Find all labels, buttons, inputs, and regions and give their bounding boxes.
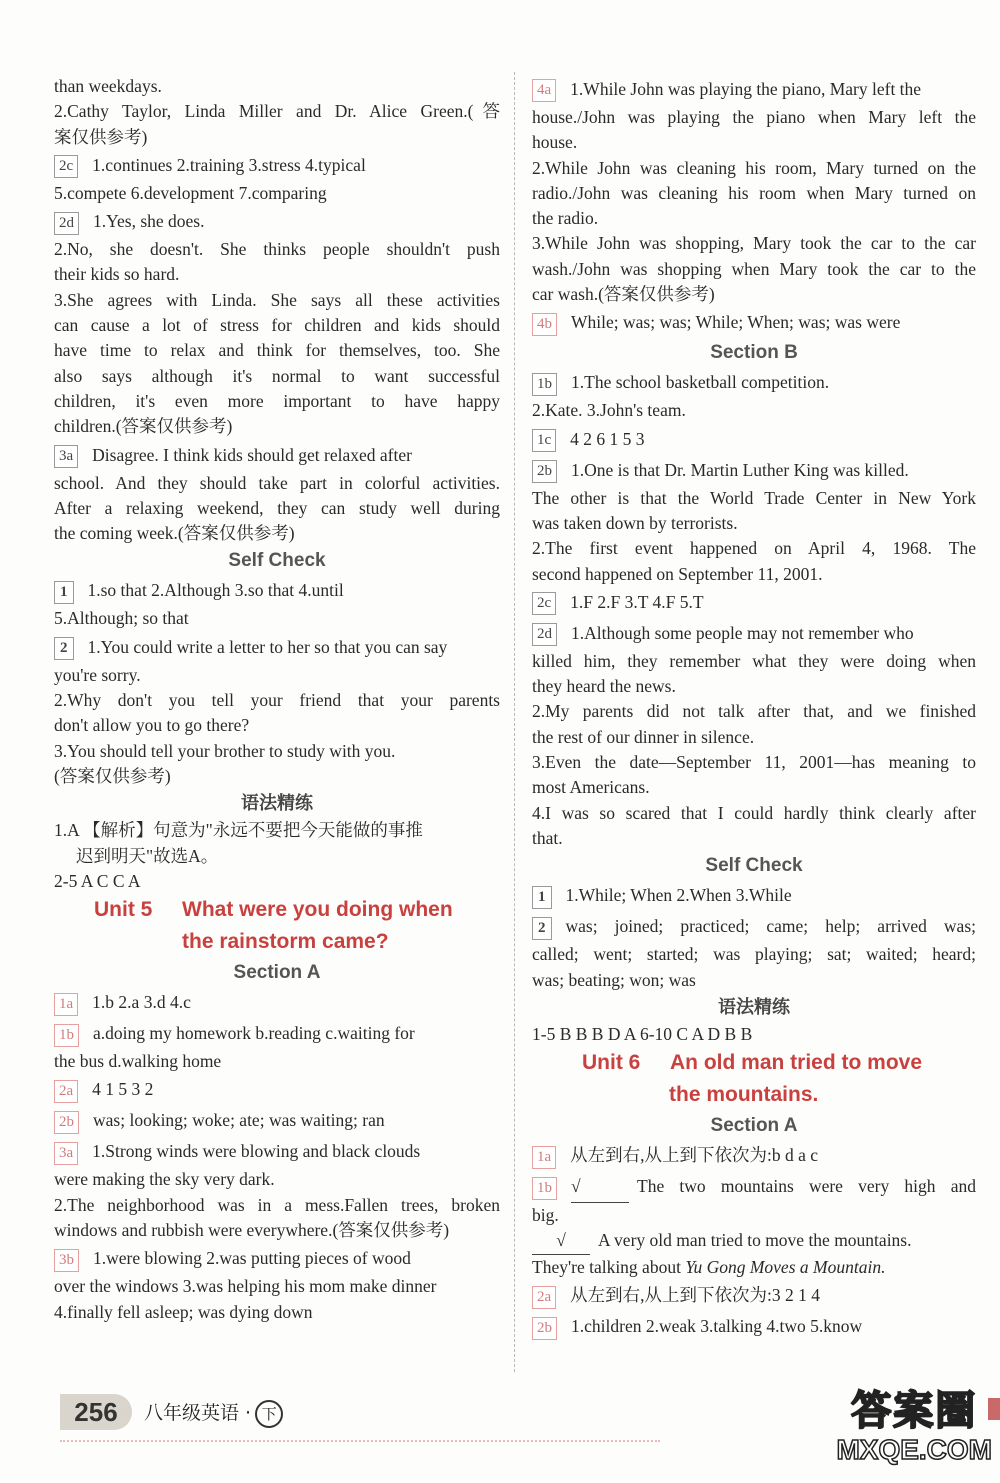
answer-line: the coming week.(答案仅供参考) bbox=[54, 523, 295, 544]
exercise-tag: 2 bbox=[54, 637, 74, 660]
answer-line: 2d 1.Although some people may not remember who bbox=[532, 618, 976, 649]
exercise-tag: 3a bbox=[54, 1142, 78, 1165]
answer-line: 2b was; looking; woke; ate; was waiting; ran bbox=[54, 1105, 500, 1136]
answer-line: 1b a.doing my homework b.reading c.waiting for bbox=[54, 1018, 500, 1049]
answer-line: (答案仅供参考) bbox=[54, 765, 171, 786]
exercise-tag: 3b bbox=[54, 1249, 79, 1272]
answer-line: The other is that the World Trade Center in New York bbox=[532, 487, 976, 508]
answer-line: killed him, they remember what they were doing when bbox=[532, 650, 976, 671]
watermark-logo bbox=[836, 1388, 992, 1466]
answer-line: car wash.(答案仅供参考) bbox=[532, 284, 715, 305]
answer-line: 1a 1.b 2.a 3.d 4.c bbox=[54, 987, 500, 1018]
exercise-tag: 1 bbox=[54, 581, 74, 604]
answer-line: 案仅供参考) bbox=[54, 126, 148, 147]
answer-line: house. bbox=[532, 132, 578, 153]
volume-icon: 下 bbox=[255, 1400, 283, 1428]
exercise-tag: 2b bbox=[54, 1111, 79, 1134]
answer-line: 2 was; joined; practiced; came; help; arrived was; bbox=[532, 911, 976, 942]
exercise-tag: 2d bbox=[54, 212, 79, 235]
exercise-tag: 1a bbox=[54, 993, 78, 1016]
answer-line: called; went; started; was playing; sat; waited; heard; bbox=[532, 944, 976, 965]
answer-line: 1.A 【解析】句意为"永远不要把今天能做的事推 bbox=[54, 820, 423, 841]
unit-title: Unit 5 What were you doing when bbox=[94, 898, 453, 922]
section-heading: Section B bbox=[710, 342, 798, 364]
check-mark: √ bbox=[571, 1171, 629, 1203]
watermark-text: 答案圈 bbox=[851, 1388, 978, 1434]
exercise-tag: 2a bbox=[532, 1286, 556, 1309]
answer-line: 2.The first event happened on April 4, 1968. The bbox=[532, 538, 976, 559]
answer-line: children, it's even more important to have happy bbox=[54, 390, 500, 411]
answer-line: 2.Why don't you tell your friend that your parents bbox=[54, 690, 500, 711]
answer-line: have time to relax and think for themselves, too. She bbox=[54, 340, 500, 361]
answer-line: 1c 4 2 6 1 5 3 bbox=[532, 424, 976, 455]
answer-line: 2.Cathy Taylor, Linda Miller and Dr. Alice Green.(答 bbox=[54, 101, 500, 122]
answer-line: 2c 1.F 2.F 3.T 4.F 5.T bbox=[532, 587, 976, 618]
answer-line: 2a 4 1 5 3 2 bbox=[54, 1074, 500, 1105]
answer-line: was; beating; won; was bbox=[532, 969, 696, 990]
answer-line: children.(答案仅供参考) bbox=[54, 416, 233, 437]
exercise-tag: 1a bbox=[532, 1146, 556, 1169]
answer-line: 4.finally fell asleep; was dying down bbox=[54, 1301, 313, 1322]
answer-line: 迟到明天"故选A。 bbox=[76, 845, 219, 866]
left-column bbox=[54, 74, 500, 1325]
answer-line: 3a 1.Strong winds were blowing and black clouds bbox=[54, 1136, 500, 1167]
grammar-heading: 语法精练 bbox=[241, 793, 313, 815]
exercise-tag: 2a bbox=[54, 1080, 78, 1103]
check-mark: √ bbox=[532, 1228, 590, 1254]
answer-line: that. bbox=[532, 827, 563, 848]
answer-line: 2b 1.children 2.weak 3.talking 4.two 5.know bbox=[532, 1311, 976, 1342]
section-heading: Section A bbox=[233, 962, 321, 984]
answer-line: 1-5 B B B D A 6-10 C A D B B bbox=[532, 1023, 753, 1044]
self-check-heading: Self Check bbox=[228, 550, 326, 572]
answer-line: most Americans. bbox=[532, 777, 650, 798]
answer-line: big. bbox=[532, 1205, 559, 1226]
answer-line: 2b 1.One is that Dr. Martin Luther King was killed. bbox=[532, 455, 976, 486]
answer-line: They're talking about Yu Gong Moves a Mountain. bbox=[532, 1256, 886, 1277]
answer-line: 1b 1.The school basketball competition. bbox=[532, 367, 976, 398]
answer-line: 2d 1.Yes, she does. bbox=[54, 206, 500, 237]
answer-line: their kids so hard. bbox=[54, 264, 180, 285]
section-heading: Section A bbox=[710, 1115, 798, 1137]
answer-line: 1 1.so that 2.Although 3.so that 4.until bbox=[54, 575, 500, 606]
book-title: 八年级英语 · 下 bbox=[144, 1398, 283, 1428]
answer-line: 1b √ The two mountains were very high and bbox=[532, 1171, 976, 1203]
exercise-tag: 4b bbox=[532, 313, 557, 336]
answer-line: 2 1.You could write a letter to her so that you can say bbox=[54, 632, 500, 663]
answer-line: √ A very old man tried to move the mountains. bbox=[532, 1228, 976, 1254]
answer-line: 5.compete 6.development 7.comparing bbox=[54, 182, 327, 203]
answer-line: 3.While John was shopping, Mary took the car to the car bbox=[532, 233, 976, 254]
exercise-tag: 1c bbox=[532, 429, 556, 452]
answer-line: 5.Although; so that bbox=[54, 608, 189, 629]
story-title: Yu Gong Moves a Mountain. bbox=[685, 1256, 886, 1277]
answer-line: 3b 1.were blowing 2.was putting pieces of wood bbox=[54, 1243, 500, 1274]
answer-line: 2-5 A C C A bbox=[54, 870, 141, 891]
answer-line: 4b While; was; was; While; When; was; was were bbox=[532, 307, 976, 338]
answer-line: 4a 1.While John was playing the piano, Mary left the bbox=[532, 74, 976, 105]
page-number: 256 bbox=[60, 1394, 132, 1430]
right-column bbox=[532, 74, 976, 1342]
self-check-heading: Self Check bbox=[705, 855, 803, 877]
answer-line: the bus d.walking home bbox=[54, 1051, 222, 1072]
answer-line: were making the sky very dark. bbox=[54, 1169, 275, 1190]
unit-title-cont: the mountains. bbox=[669, 1083, 819, 1107]
answer-line: 2c 1.continues 2.training 3.stress 4.typical bbox=[54, 150, 500, 181]
answer-line: don't allow you to go there? bbox=[54, 715, 250, 736]
answer-line: you're sorry. bbox=[54, 664, 141, 685]
exercise-tag: 3a bbox=[54, 445, 78, 468]
answer-line: 3.Even the date—September 11, 2001—has meaning to bbox=[532, 752, 976, 773]
answer-line: radio./John was cleaning his room when Mary turned on bbox=[532, 182, 976, 203]
exercise-tag: 1b bbox=[532, 373, 557, 396]
answer-line: 3.She agrees with Linda. She says all these activities bbox=[54, 289, 500, 310]
exercise-tag: 2b bbox=[532, 460, 557, 483]
exercise-tag: 2b bbox=[532, 1317, 557, 1340]
answer-line: windows and rubbish were everywhere.(答案仅供参考) bbox=[54, 1220, 450, 1241]
answer-line: 3.You should tell your brother to study with you. bbox=[54, 740, 396, 761]
exercise-tag: 2c bbox=[54, 155, 78, 178]
answer-line: house./John was playing the piano when Mary left the bbox=[532, 107, 976, 127]
answer-line: 2.The neighborhood was in a mess.Fallen trees, broken bbox=[54, 1194, 500, 1215]
exercise-tag: 4a bbox=[532, 79, 556, 102]
exercise-tag: 2c bbox=[532, 592, 556, 615]
answer-line: wash./John was shopping when Mary took the car to the bbox=[532, 258, 976, 279]
answer-line: 1 1.While; When 2.When 3.While bbox=[532, 880, 976, 911]
exercise-tag: 1b bbox=[532, 1177, 557, 1200]
answer-line: 2.My parents did not talk after that, and we finished bbox=[532, 701, 976, 722]
answer-line: school. And they should take part in colorful activities. bbox=[54, 472, 500, 493]
answer-line: the rest of our dinner in silence. bbox=[532, 726, 755, 747]
answer-line: 2a 从左到右,从上到下依次为:3 2 1 4 bbox=[532, 1280, 976, 1311]
answer-line: 2.Kate. 3.John's team. bbox=[532, 400, 686, 421]
answer-line: 1a 从左到右,从上到下依次为:b d a c bbox=[532, 1140, 976, 1171]
column-divider bbox=[514, 72, 515, 1372]
unit-title-cont: the rainstorm came? bbox=[182, 930, 389, 954]
answer-line: second happened on September 11, 2001. bbox=[532, 563, 823, 584]
answer-line: than weekdays. bbox=[54, 76, 162, 96]
unit-title: Unit 6 An old man tried to move bbox=[582, 1051, 923, 1075]
exercise-tag: 1 bbox=[532, 886, 552, 909]
answer-line: 2.While John was cleaning his room, Mary turned on the bbox=[532, 157, 976, 178]
exercise-tag: 2 bbox=[532, 917, 552, 940]
watermark-url: MXQE.COM bbox=[836, 1434, 992, 1465]
answer-line: was taken down by terrorists. bbox=[532, 512, 738, 533]
answer-line: 3a Disagree. I think kids should get relaxed after bbox=[54, 440, 500, 471]
answer-line: also says although it's normal to want successful bbox=[54, 365, 500, 386]
answer-line: the radio. bbox=[532, 208, 599, 229]
answer-line: After a relaxing weekend, they can study well during bbox=[54, 497, 500, 518]
answer-line: over the windows 3.was helping his mom make dinner bbox=[54, 1276, 437, 1297]
answer-line: can cause a lot of stress for children and kids should bbox=[54, 315, 500, 336]
answer-line: 4.I was so scared that I could hardly think clearly after bbox=[532, 802, 976, 823]
grammar-heading: 语法精练 bbox=[718, 996, 790, 1018]
answer-line: 2.No, she doesn't. She thinks people shouldn't push bbox=[54, 239, 500, 260]
footer-divider bbox=[60, 1440, 660, 1442]
exercise-tag: 2d bbox=[532, 623, 557, 646]
exercise-tag: 1b bbox=[54, 1024, 79, 1047]
answer-line: they heard the news. bbox=[532, 676, 676, 697]
